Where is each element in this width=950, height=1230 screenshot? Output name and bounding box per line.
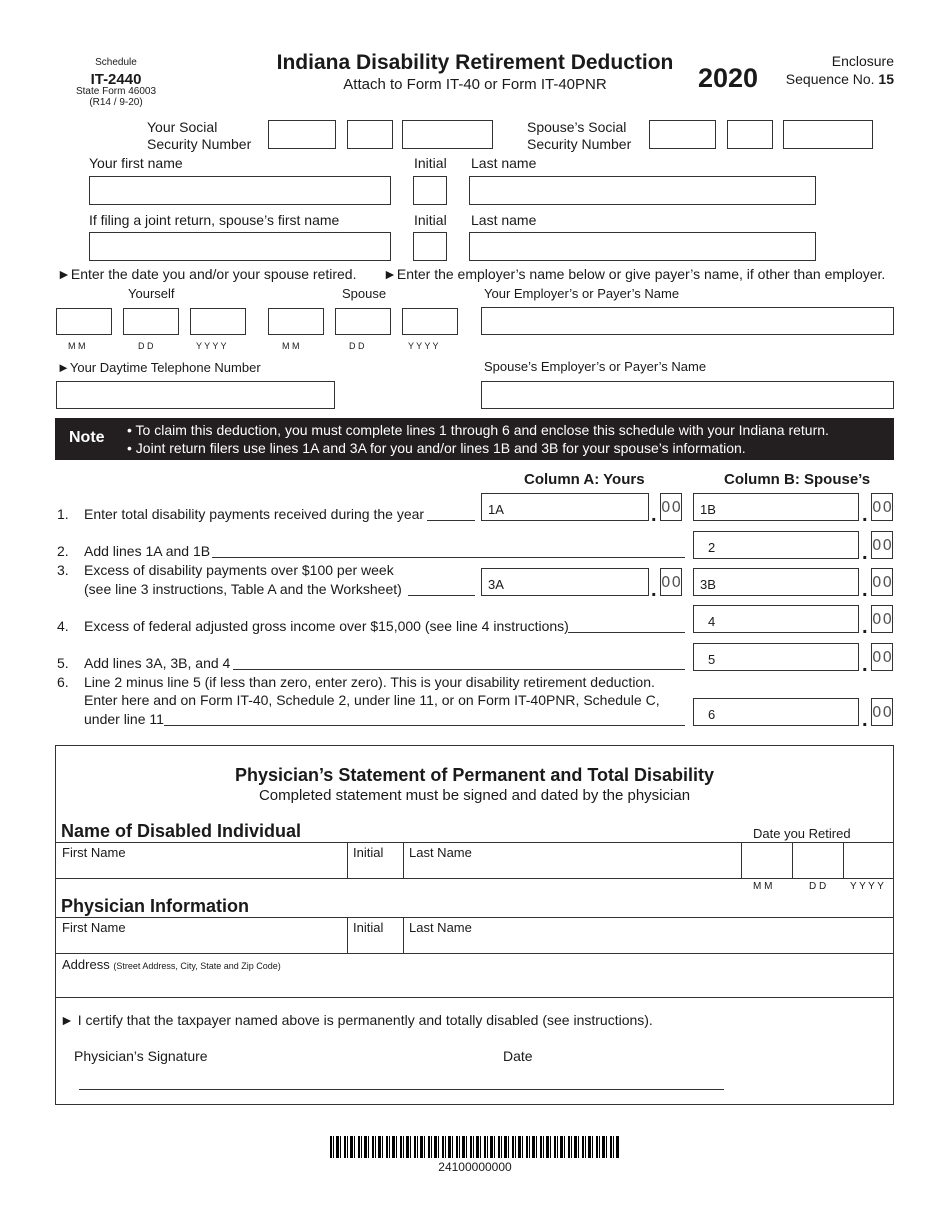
- line-4-field[interactable]: 4: [693, 605, 859, 633]
- employer-prompt: ►Enter the employer’s name below or give payer’s name, if other than employer.: [383, 266, 886, 282]
- physician-first-name-field[interactable]: [56, 935, 346, 952]
- spouse-ssn-label-1: Spouse’s Social: [527, 119, 627, 135]
- column-b-header: Column B: Spouse’s: [724, 471, 871, 488]
- line-3b-field[interactable]: 3B: [693, 568, 859, 596]
- your-last-name-field[interactable]: [469, 176, 816, 205]
- your-first-name-field[interactable]: [89, 176, 391, 205]
- physician-last-name-label: Last Name: [409, 920, 472, 935]
- signature-line[interactable]: [79, 1089, 724, 1090]
- note-line-1: • To claim this deduction, you must complete lines 1 through 6 and enclose this schedule with your Indiana return.: [127, 422, 829, 438]
- spouse-last-name-field[interactable]: [469, 232, 816, 261]
- physician-title: Physician’s Statement of Permanent and Total Disability: [234, 765, 715, 785]
- disabled-individual-heading: Name of Disabled Individual: [61, 821, 302, 841]
- yyyy-hint: Y Y Y Y: [408, 341, 439, 351]
- line-3a-field[interactable]: 3A: [481, 568, 649, 596]
- schedule-label: Schedule: [95, 57, 137, 68]
- line-4-text: Excess of federal adjusted gross income over $15,000 (see line 4 instructions): [84, 618, 569, 634]
- employer-name-field[interactable]: [481, 307, 894, 335]
- employer-name-label: Your Employer’s or Payer’s Name: [484, 286, 680, 301]
- line-6-text-c: under line 11: [84, 711, 164, 727]
- line-6-cents: 00: [871, 698, 893, 726]
- mm-hint: M M: [282, 341, 300, 351]
- dd-hint: D D: [138, 341, 154, 351]
- form-revision: (R14 / 9-20): [89, 97, 143, 108]
- spouse-ssn-part3[interactable]: [783, 120, 873, 149]
- barcode: [330, 1136, 620, 1158]
- line-2-text: Add lines 1A and 1B: [84, 543, 211, 559]
- barcode-number: 24100000000: [438, 1160, 512, 1174]
- spouse-first-name-field[interactable]: [89, 232, 391, 261]
- page-subtitle: Attach to Form IT-40 or Form IT-40PNR: [343, 76, 607, 93]
- line-3a-cents: 00: [660, 568, 682, 596]
- your-initial-field[interactable]: [413, 176, 447, 205]
- physician-subtitle: Completed statement must be signed and dated by the physician: [258, 787, 691, 804]
- line-4-cents: 00: [871, 605, 893, 633]
- line-6-text-a: Line 2 minus line 5 (if less than zero, enter zero). This is your disability retirement deduction.: [84, 674, 655, 690]
- spouse-last-name-label: Last name: [471, 212, 537, 228]
- retire-date-prompt: ►Enter the date you and/or your spouse retired.: [57, 266, 357, 282]
- your-retire-year[interactable]: [190, 308, 246, 335]
- address-label: Address (Street Address, City, State and Zip Code): [62, 957, 281, 972]
- line-2-cents: 00: [871, 531, 893, 559]
- date-retired-year[interactable]: [844, 843, 893, 877]
- spouse-employer-field[interactable]: [481, 381, 894, 409]
- state-form-number: State Form 46003: [75, 86, 157, 97]
- line-1a-field[interactable]: 1A: [481, 493, 649, 521]
- disabled-last-name-field[interactable]: [404, 860, 740, 877]
- yourself-label: Yourself: [128, 286, 175, 301]
- disabled-first-name-field[interactable]: [56, 860, 346, 877]
- sequence-number: Sequence No. 15: [785, 71, 894, 87]
- signature-label: Physician’s Signature: [74, 1048, 208, 1064]
- your-initial-label: Initial: [414, 155, 447, 171]
- line-5-cents: 00: [871, 643, 893, 671]
- your-ssn-label-1: Your Social: [147, 119, 218, 135]
- physician-initial-field[interactable]: [348, 935, 402, 952]
- spouse-ssn-part1[interactable]: [649, 120, 716, 149]
- note-label: Note: [69, 429, 105, 446]
- spouse-employer-label: Spouse’s Employer’s or Payer’s Name: [484, 359, 707, 374]
- enclosure-label: Enclosure: [831, 53, 894, 69]
- line-6-field[interactable]: 6: [693, 698, 859, 726]
- physician-initial-label: Initial: [353, 920, 384, 935]
- phone-field[interactable]: [56, 381, 335, 409]
- your-retire-day[interactable]: [123, 308, 179, 335]
- line-1-number: 1.: [57, 506, 69, 522]
- page-title: Indiana Disability Retirement Deduction: [276, 51, 674, 74]
- date-dd-hint: D D: [809, 881, 827, 892]
- address-field[interactable]: [56, 972, 893, 996]
- mm-hint: M M: [68, 341, 86, 351]
- spouse-retire-month[interactable]: [268, 308, 324, 335]
- spouse-ssn-label-2: Security Number: [527, 136, 632, 152]
- spouse-retire-year[interactable]: [402, 308, 458, 335]
- line-5-number: 5.: [57, 655, 69, 671]
- line-1a-cents: 00: [660, 493, 682, 521]
- date-yyyy-hint: Y Y Y Y: [850, 881, 884, 892]
- note-line-2: • Joint return filers use lines 1A and 3A for you and/or lines 1B and 3B for your spouse’s information.: [127, 440, 746, 456]
- line-6-number: 6.: [57, 674, 69, 690]
- spouse-retire-day[interactable]: [335, 308, 391, 335]
- spouse-initial-label: Initial: [414, 212, 447, 228]
- line-3-text-a: Excess of disability payments over $100 per week: [84, 562, 394, 578]
- line-2-number: 2.: [57, 543, 69, 559]
- line-3-number: 3.: [57, 562, 69, 578]
- form-number: IT-2440: [90, 71, 142, 88]
- spouse-first-name-label: If filing a joint return, spouse’s first name: [89, 212, 340, 228]
- yyyy-hint: Y Y Y Y: [196, 341, 227, 351]
- disabled-initial-label: Initial: [353, 845, 384, 860]
- line-5-field[interactable]: 5: [693, 643, 859, 671]
- your-first-name-label: Your first name: [89, 155, 183, 171]
- line-1-text: Enter total disability payments received during the year: [84, 506, 425, 522]
- tax-year: 2020: [698, 63, 759, 93]
- your-ssn-part1[interactable]: [268, 120, 336, 149]
- your-ssn-part2[interactable]: [347, 120, 393, 149]
- date-label: Date: [503, 1048, 533, 1064]
- phone-label: ►Your Daytime Telephone Number: [57, 360, 261, 375]
- line-2-field[interactable]: 2: [693, 531, 859, 559]
- certify-statement: ► I certify that the taxpayer named above is permanently and totally disabled (see instructions).: [60, 1012, 653, 1028]
- spouse-ssn-part2[interactable]: [727, 120, 773, 149]
- disabled-last-name-label: Last Name: [409, 845, 472, 860]
- line-1b-field[interactable]: 1B: [693, 493, 859, 521]
- physician-first-name-label: First Name: [62, 920, 126, 935]
- line-3b-cents: 00: [871, 568, 893, 596]
- your-last-name-label: Last name: [471, 155, 537, 171]
- date-retired-label: Date you Retired: [753, 826, 851, 841]
- line-3-text-b: (see line 3 instructions, Table A and the Worksheet): [84, 581, 402, 597]
- line-1b-cents: 00: [871, 493, 893, 521]
- line-6-text-b: Enter here and on Form IT-40, Schedule 2, under line 11, or on Form IT-40PNR, Schedule C,: [84, 692, 660, 708]
- physician-last-name-field[interactable]: [404, 935, 893, 952]
- your-ssn-label-2: Security Number: [147, 136, 252, 152]
- disabled-first-name-label: First Name: [62, 845, 126, 860]
- disabled-initial-field[interactable]: [348, 860, 402, 877]
- physician-info-heading: Physician Information: [61, 896, 250, 916]
- date-mm-hint: M M: [753, 881, 773, 892]
- your-retire-month[interactable]: [56, 308, 112, 335]
- date-retired-day[interactable]: [793, 843, 842, 877]
- your-ssn-part3[interactable]: [402, 120, 493, 149]
- note-banner: [55, 418, 894, 460]
- date-retired-month[interactable]: [742, 843, 791, 877]
- line-4-number: 4.: [57, 618, 69, 634]
- spouse-initial-field[interactable]: [413, 232, 447, 261]
- dd-hint: D D: [349, 341, 365, 351]
- line-5-text: Add lines 3A, 3B, and 4: [84, 655, 231, 671]
- spouse-label: Spouse: [342, 286, 387, 301]
- column-a-header: Column A: Yours: [524, 471, 645, 488]
